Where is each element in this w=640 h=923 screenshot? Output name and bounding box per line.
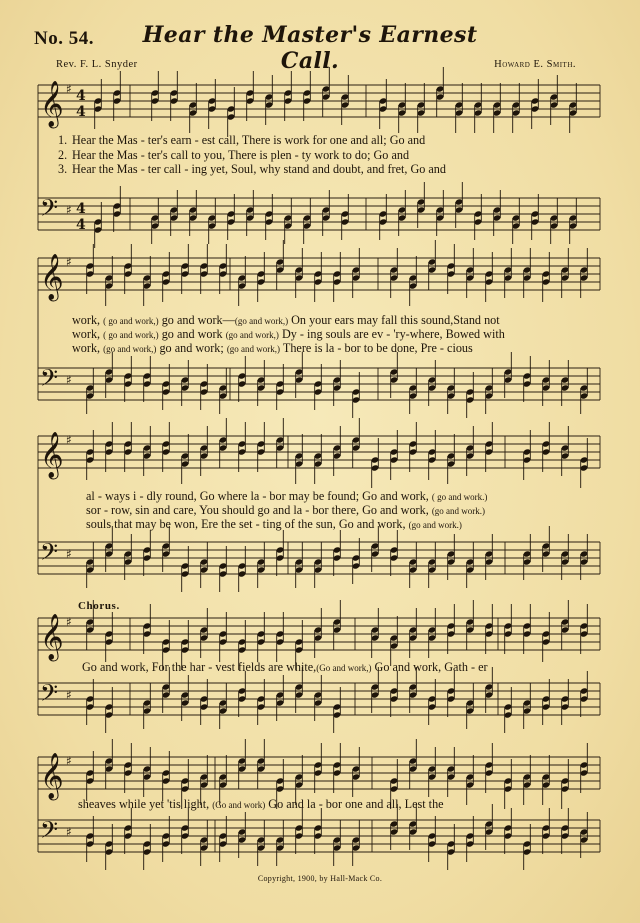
lyricist-credit: Rev. F. L. Snyder xyxy=(56,59,138,70)
hymn-number: No. 54. xyxy=(34,28,94,49)
time-signature: 4 xyxy=(76,88,86,104)
copyright-notice: Copyright, 1900, by Hall-Mack Co. xyxy=(257,874,383,883)
treble-clef-icon: 𝄞 xyxy=(40,81,64,127)
bass-clef-icon: 𝄢 xyxy=(40,538,59,571)
verse-1-line-1: 1. Hear the Mas - ter's earn - est call, There is work for one and all; Go and xyxy=(58,133,426,147)
sharp-icon: ♯ xyxy=(66,547,72,561)
chorus-label: Chorus. xyxy=(78,600,120,612)
time-signature: 4 xyxy=(76,104,86,120)
sharp-icon: ♯ xyxy=(66,688,72,702)
hymn-title: Hear the Master's Earnest Call. xyxy=(142,22,478,74)
time-signature: 4 xyxy=(76,201,86,217)
chorus-line-2: sheaves while yet 'tis light, (Go and work) Go and la - bor one and all, Lest the xyxy=(78,797,444,811)
bass-clef-icon: 𝄢 xyxy=(40,679,59,712)
sharp-icon: ♯ xyxy=(66,82,72,96)
verse-2-line-1: 2. Hear the Mas - ter's call to you, There is plen - ty work to do; Go and xyxy=(58,148,410,162)
time-signature: 4 xyxy=(76,217,86,233)
sharp-icon: ♯ xyxy=(66,615,72,629)
verse-1-line-2: work, ( go and work,) go and work—(go and work,) On your ears may fall this sound,Stand not xyxy=(72,313,500,327)
verse-3-line-2: work, (go and work,) go and work; (go and work,) There is la - bor to be done, Pre - cious xyxy=(72,341,473,355)
verse-3-line-3: souls that may be won, Ere the set - ting of the sun, Go and work, (go and work.) xyxy=(86,517,462,531)
sharp-icon: ♯ xyxy=(66,255,72,269)
bass-clef-icon: 𝄢 xyxy=(40,364,59,397)
sharp-icon: ♯ xyxy=(66,825,72,839)
verse-1-line-3: al - ways i - dly round, Go where la - bor may be found; Go and work, ( go and work.) xyxy=(86,489,488,503)
treble-clef-icon: 𝄞 xyxy=(40,614,64,660)
sharp-icon: ♯ xyxy=(66,373,72,387)
sharp-icon: ♯ xyxy=(66,433,72,447)
sharp-icon: ♯ xyxy=(66,754,72,768)
verse-3-line-1: 3. Hear the Mas - ter call - ing yet, Soul, why stand and doubt, and fret, Go and xyxy=(58,162,446,176)
composer-credit: Howard E. Smith. xyxy=(494,59,576,70)
verse-2-line-2: work, ( go and work,) go and work (go and work,) Dy - ing souls are ev - 'ry-where, Bowed with xyxy=(72,327,505,341)
bass-clef-icon: 𝄢 xyxy=(40,194,59,227)
verse-2-line-3: sor - row, sin and care, You should go and la - bor there, Go and work, (go and work.) xyxy=(86,503,486,517)
treble-clef-icon: 𝄞 xyxy=(40,753,64,799)
treble-clef-icon: 𝄞 xyxy=(40,432,64,478)
sharp-icon: ♯ xyxy=(66,203,72,217)
bass-clef-icon: 𝄢 xyxy=(40,816,59,849)
chorus-line-1: Go and work, For the har - vest fields are white,(Go and work,) Go and work, Gath - er xyxy=(82,660,488,674)
treble-clef-icon: 𝄞 xyxy=(40,254,64,300)
